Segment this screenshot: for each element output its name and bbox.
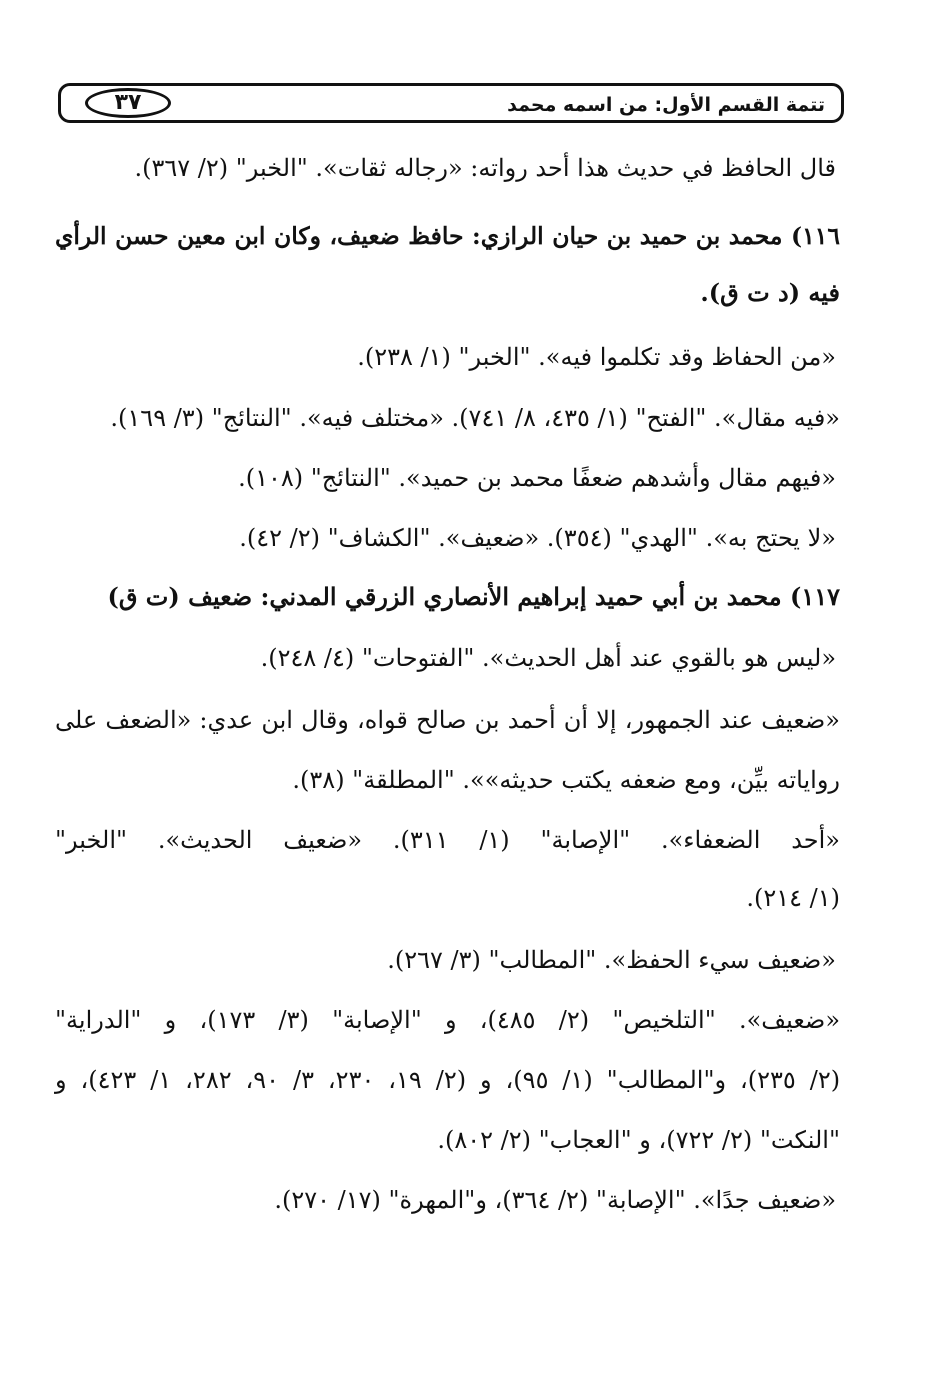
text-line: «ضعيف سيء الحفظ». "المطالب" (٣/ ٢٦٧). bbox=[387, 946, 836, 974]
text-line: «فيه مقال». "الفتح" (١/ ٤٣٥، ٨/ ٧٤١). «مختلف فيه». "النتائج" (٣/ ١٦٩). bbox=[110, 404, 840, 432]
text-line: (٢/ ٢٣٥)، و"المطالب" (١/ ٩٥)، و (٢/ ١٩، ٢٣٠، ٣/ ٩٠، ٢٨٢، ١/ ٤٢٣)، و bbox=[55, 1066, 841, 1094]
entry-116-heading-cont: فيه (د ت ق). bbox=[700, 278, 840, 307]
text-line: «فيهم مقال وأشدهم ضعفًا محمد بن حميد». "النتائج" (١٠٨). bbox=[238, 464, 836, 492]
text-line: "النكت" (٢/ ٧٢٢)، و "العجاب" (٢/ ٨٠٢). bbox=[437, 1126, 840, 1154]
running-header-title: تتمة القسم الأول: من اسمه محمد bbox=[507, 94, 825, 116]
text-line: رواياته بيِّن، ومع ضعفه يكتب حديثه»». "المطلقة" (٣٨). bbox=[292, 766, 840, 794]
text-line: «لا يحتج به». "الهدي" (٣٥٤). «ضعيف». "الكشاف" (٢/ ٤٢). bbox=[239, 524, 836, 552]
text-line: «ضعيف جدًا». "الإصابة" (٢/ ٣٦٤)، و"المهرة" (١٧/ ٢٧٠). bbox=[274, 1186, 836, 1214]
entry-117-heading: ١١٧) محمد بن أبي حميد إبراهيم الأنصاري الزرقي المدني: ضعيف (ت ق) bbox=[107, 582, 840, 611]
text-line: قال الحافظ في حديث هذا أحد رواته: «رجاله ثقات». "الخبر" (٢/ ٣٦٧). bbox=[134, 154, 836, 182]
text-line: (١/ ٢١٤). bbox=[746, 884, 840, 912]
entry-116-heading: ١١٦) محمد بن حميد بن حيان الرازي: حافظ ضعيف، وكان ابن معين حسن الرأي bbox=[55, 222, 840, 250]
running-header bbox=[58, 83, 844, 123]
text-line: «أحد الضعفاء». "الإصابة" (١/ ٣١١). «ضعيف الحديث». "الخبر" bbox=[55, 826, 840, 854]
page-number: ٣٧ bbox=[85, 88, 171, 118]
text-line: «ضعيف». "التلخيص" (٢/ ٤٨٥)، و "الإصابة" (٣/ ١٧٣)، و "الدراية" bbox=[55, 1006, 840, 1034]
text-line: «من الحفاظ وقد تكلموا فيه». "الخبر" (١/ ٢٣٨). bbox=[357, 343, 836, 371]
text-line: «ضعيف عند الجمهور، إلا أن أحمد بن صالح قواه، وقال ابن عدي: «الضعف على bbox=[55, 706, 840, 734]
text-line: «ليس هو بالقوي عند أهل الحديث». "الفتوحات" (٤/ ٢٤٨). bbox=[260, 644, 836, 672]
